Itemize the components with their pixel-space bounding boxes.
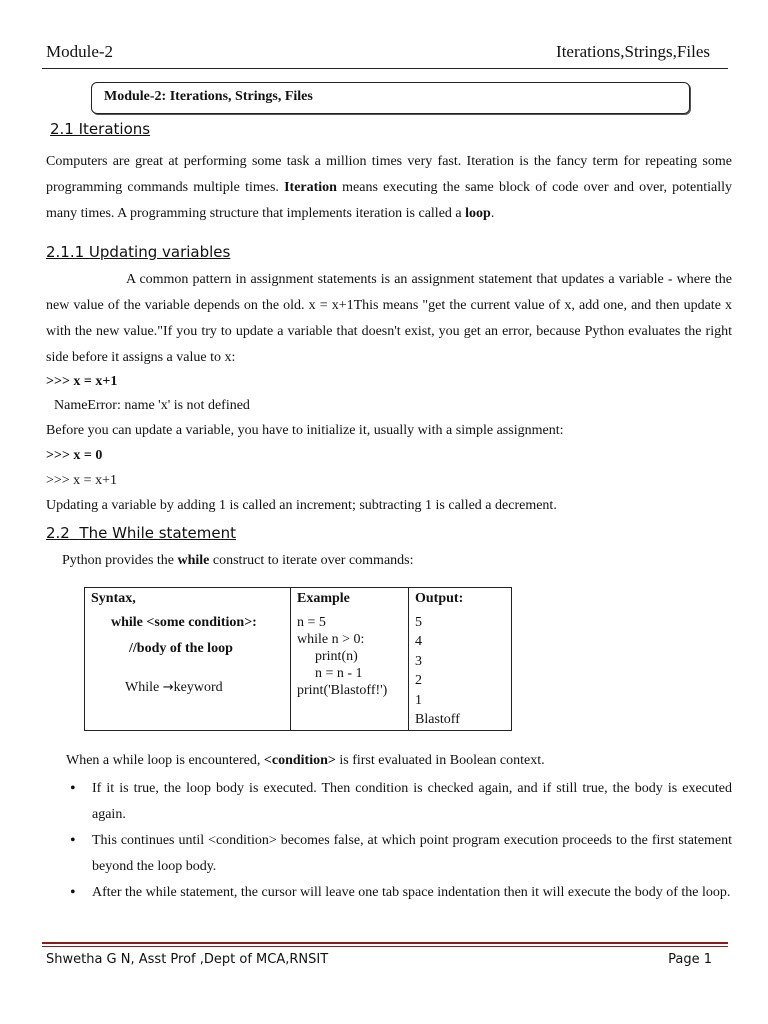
output-cell: [409, 588, 512, 731]
footer-rule: [42, 942, 728, 944]
heading-updating-text: 2.1.1 Updating variables: [46, 243, 231, 261]
example-line: print('Blastoff!'): [297, 683, 388, 698]
heading-while-num: 2.2: [46, 524, 70, 542]
intro-c: construct to iterate over commands:: [209, 553, 414, 568]
intro-a: Python provides the: [62, 553, 178, 568]
syntax-while-word: While: [125, 680, 163, 695]
output-line: 3: [415, 654, 422, 669]
output-head: Output:: [415, 591, 464, 606]
heading-iterations-text: 2.1 Iterations: [50, 120, 151, 138]
while-bullet-list: [46, 776, 732, 906]
iter-text-d: loop: [465, 206, 491, 221]
module-title: Module-2: Iterations, Strings, Files: [104, 89, 313, 104]
while-syntax-table: [84, 587, 512, 731]
before-line: Before you can update a variable, you have to initialize it, usually with a simple assignment:: [46, 423, 564, 438]
arrow-right-icon: →: [162, 680, 174, 695]
iter-text-e: .: [490, 206, 495, 221]
syntax-head: Syntax,: [91, 591, 136, 606]
heading-iterations: [50, 120, 150, 138]
syntax-line-1: while <some condition>:: [111, 615, 257, 630]
example-cell: [291, 588, 409, 731]
example-line: while n > 0:: [297, 632, 365, 647]
footer-author: Shwetha G N, Asst Prof ,Dept of MCA,RNSIT: [46, 952, 329, 967]
header-topic: Iterations,Strings,Files: [556, 42, 710, 61]
iter-text-a: Computers are great at performing some task a million times very fast. Iteration is the fancy term for repeating some programming commands multiple times.: [46, 154, 732, 195]
when-c: is first evaluated in Boolean context.: [335, 753, 545, 768]
when-line: [66, 753, 545, 769]
header-module: Module-2: [46, 42, 114, 61]
footer-rule-thin: [42, 946, 728, 947]
footer-page-number: Page 1: [668, 952, 712, 967]
module-title-box: [91, 82, 690, 114]
example-line: n = 5: [297, 615, 326, 630]
output-line: 5: [415, 615, 422, 630]
heading-updating-variables: [46, 243, 230, 261]
output-line: 2: [415, 673, 422, 688]
header-rule: [42, 68, 728, 69]
intro-b: while: [177, 553, 210, 568]
iterations-paragraph: [46, 149, 732, 227]
error-line: NameError: name 'x' is not defined: [54, 398, 250, 413]
syntax-keyword-word: keyword: [173, 680, 223, 695]
updating-paragraph: A common pattern in assignment statements is an assignment statement that updates a variable - where the new value of the variable depends on the old. x = x+1This means "get the current value of x, add one, and then update x with the new value."If you try to update a variable that doesn't exist, you get an error, because Python evaluates the right side before it assigns a value to x:: [46, 272, 732, 365]
example-line: n = n - 1: [315, 666, 363, 681]
output-line: Blastoff: [415, 712, 460, 727]
iter-text-b: Iteration: [284, 180, 337, 195]
heading-while-text: The While statement: [79, 524, 236, 542]
list-item: • This continues until <condition> becomes false, at which point program execution proceeds to the first statement beyond the loop body.: [46, 828, 732, 880]
example-line: print(n): [315, 649, 358, 664]
iter-text-c: means executing the same block of code over and over, potentially many times. A programming structure that implements iteration is called a: [46, 180, 733, 221]
while-intro: [62, 553, 414, 569]
heading-while-statement: [46, 524, 236, 542]
syntax-line-2: //body of the loop: [129, 641, 233, 656]
code-line-1: >>> x = x+1: [46, 374, 118, 389]
syntax-cell: [85, 588, 291, 731]
syntax-line-3: [125, 680, 223, 696]
when-b: <condition>: [263, 753, 336, 768]
example-head: Example: [297, 591, 350, 606]
output-line: 1: [415, 693, 422, 708]
output-line: 4: [415, 634, 422, 649]
when-a: When a while loop is encountered,: [66, 753, 264, 768]
code-line-2: >>> x = 0: [46, 448, 103, 463]
list-item: • If it is true, the loop body is executed. Then condition is checked again, and if still true, the body is executed again.: [46, 776, 732, 828]
code-line-3: >>> x = x+1: [46, 473, 117, 488]
list-item: • After the while statement, the cursor will leave one tab space indentation then it will execute the body of the loop.: [46, 880, 732, 906]
increment-line: Updating a variable by adding 1 is called an increment; subtracting 1 is called a decrement.: [46, 498, 557, 513]
